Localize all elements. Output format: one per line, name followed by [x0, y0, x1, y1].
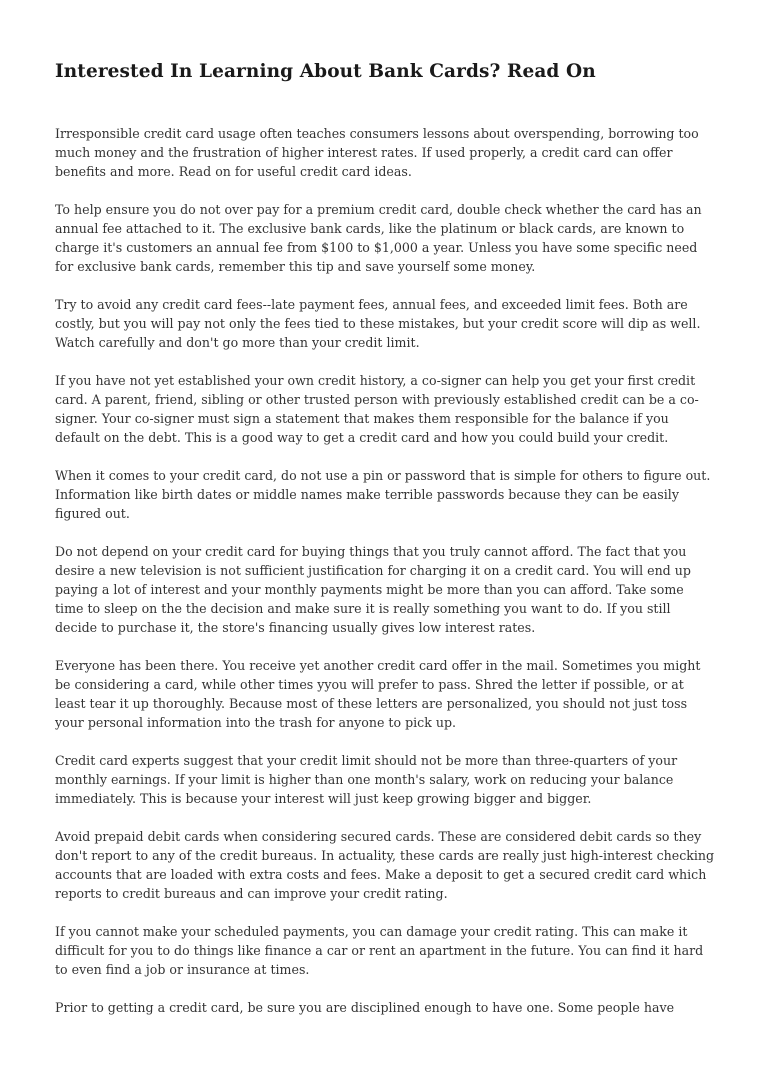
page-title: Interested In Learning About Bank Cards? Read On: [55, 61, 596, 82]
paragraph: Avoid prepaid debit cards when considering secured cards. These are considered debit cards so they don't report to any of the credit bureaus. In actuality, these cards are really just high-interest checking accounts that are loaded with extra costs and fees. Make a deposit to get a secured credit card which reports to credit bureaus and can improve your credit rating.: [55, 829, 715, 901]
paragraph: Prior to getting a credit card, be sure you are disciplined enough to have one. Some people have: [55, 1000, 675, 1015]
paragraph: If you have not yet established your own credit history, a co-signer can help you get your first credit card. A parent, friend, sibling or other trusted person with previously established credit can be a co-signer. Your co-signer must sign a statement that makes them responsible for the balance if you default on the debt. This is a good way to get a credit card and how you could build your credit.: [55, 373, 699, 445]
paragraph: Credit card experts suggest that your credit limit should not be more than three-quarters of your monthly earnings. If your limit is higher than one month's salary, work on reducing your balance immediately. This is because your interest will just keep growing bigger and bigger.: [55, 753, 678, 806]
paragraph: When it comes to your credit card, do not use a pin or password that is simple for others to figure out. Information like birth dates or middle names make terrible passwords because they can be easily figured out.: [55, 468, 711, 521]
paragraph: Irresponsible credit card usage often teaches consumers lessons about overspending, borrowing too much money and the frustration of higher interest rates. If used properly, a credit card can offer benefits and more. Read on for useful credit card ideas.: [55, 126, 699, 179]
paragraph: Try to avoid any credit card fees--late payment fees, annual fees, and exceeded limit fees. Both are costly, but you will pay not only the fees tied to these mistakes, but your credit score will dip as well. Watch carefully and don't go more than your credit limit.: [55, 297, 701, 350]
paragraph: To help ensure you do not over pay for a premium credit card, double check whether the card has an annual fee attached to it. The exclusive bank cards, like the platinum or black cards, are known to charge it's customers an annual fee from $100 to $1,000 a year. Unless you have some specific need for exclusive bank cards, remember this tip and save yourself some money.: [55, 202, 702, 274]
paragraph: If you cannot make your scheduled payments, you can damage your credit rating. This can make it difficult for you to do things like finance a car or rent an apartment in the future. You can find it hard to even find a job or insurance at times.: [55, 924, 704, 977]
document-page: [55, 58, 715, 1036]
paragraph: Do not depend on your credit card for buying things that you truly cannot afford. The fact that you desire a new television is not sufficient justification for charging it on a credit card. You will end up paying a lot of interest and your monthly payments might be more than you can afford. Take some time to sleep on the the decision and make sure it is really something you want to do. If you still decide to purchase it, the store's financing usually gives low interest rates.: [55, 544, 691, 635]
paragraph: Everyone has been there. You receive yet another credit card offer in the mail. Sometimes you might be considering a card, while other times yyou will prefer to pass. Shred the letter if possible, or at least tear it up thoroughly. Because most of these letters are personalized, you should not just toss your personal information into the trash for anyone to pick up.: [55, 658, 701, 730]
